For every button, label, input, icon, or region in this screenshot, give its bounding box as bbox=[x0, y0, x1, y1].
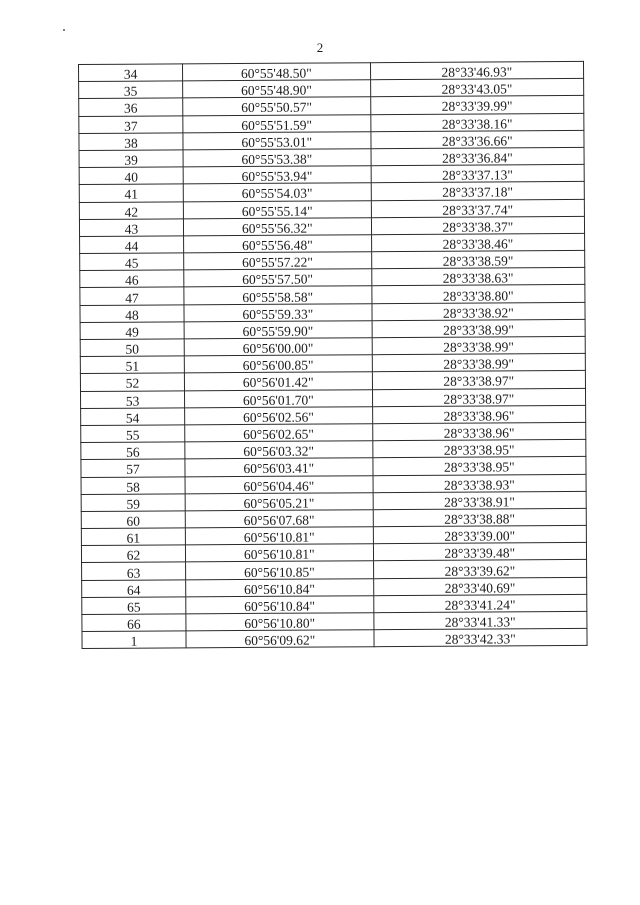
latitude-cell: 60°56'02.56" bbox=[185, 406, 373, 424]
latitude-cell: 60°55'48.50" bbox=[182, 63, 370, 81]
latitude-cell: 60°55'53.38" bbox=[183, 149, 371, 167]
longitude-cell: 28°33'38.92" bbox=[372, 302, 585, 320]
table-row bbox=[79, 182, 584, 202]
latitude-cell: 60°56'01.70" bbox=[184, 389, 372, 407]
point-number-cell: 42 bbox=[79, 201, 183, 219]
coordinates-table-body bbox=[79, 61, 588, 648]
latitude-cell: 60°55'59.90" bbox=[184, 321, 372, 339]
latitude-cell: 60°55'50.57" bbox=[183, 97, 371, 115]
point-number-cell: 34 bbox=[79, 64, 183, 82]
point-number-cell: 52 bbox=[80, 373, 184, 391]
longitude-cell: 28°33'43.05" bbox=[370, 79, 583, 97]
table-row bbox=[79, 165, 584, 185]
point-number-cell: 38 bbox=[79, 133, 183, 151]
longitude-cell: 28°33'36.66" bbox=[371, 130, 584, 148]
point-number-cell: 47 bbox=[80, 287, 184, 305]
point-number-cell: 1 bbox=[82, 631, 186, 649]
point-number-cell: 48 bbox=[80, 304, 184, 322]
table-row bbox=[79, 147, 584, 167]
point-number-cell: 55 bbox=[81, 425, 185, 443]
point-number-cell: 36 bbox=[79, 98, 183, 116]
longitude-cell: 28°33'38.97" bbox=[372, 388, 585, 406]
point-number-cell: 37 bbox=[79, 115, 183, 133]
latitude-cell: 60°56'10.84" bbox=[186, 578, 374, 596]
table-row bbox=[79, 96, 584, 116]
table-row bbox=[80, 302, 585, 322]
latitude-cell: 60°55'57.22" bbox=[184, 252, 372, 270]
table-row bbox=[82, 560, 587, 580]
table-row bbox=[80, 371, 585, 391]
table-row bbox=[82, 629, 587, 649]
table-row bbox=[79, 113, 584, 133]
point-number-cell: 64 bbox=[82, 579, 186, 597]
latitude-cell: 60°56'01.42" bbox=[184, 372, 372, 390]
longitude-cell: 28°33'42.33" bbox=[374, 629, 587, 647]
latitude-cell: 60°56'04.46" bbox=[185, 475, 373, 493]
longitude-cell: 28°33'41.24" bbox=[373, 594, 586, 612]
point-number-cell: 61 bbox=[81, 528, 185, 546]
longitude-cell: 28°33'38.63" bbox=[371, 268, 584, 286]
longitude-cell: 28°33'46.93" bbox=[370, 61, 583, 79]
latitude-cell: 60°56'09.62" bbox=[186, 630, 374, 648]
point-number-cell: 59 bbox=[81, 494, 185, 512]
point-number-cell: 44 bbox=[80, 236, 184, 254]
longitude-cell: 28°33'38.95" bbox=[372, 440, 585, 458]
point-number-cell: 43 bbox=[79, 219, 183, 237]
point-number-cell: 51 bbox=[80, 356, 184, 374]
longitude-cell: 28°33'38.37" bbox=[371, 216, 584, 234]
point-number-cell: 62 bbox=[81, 545, 185, 563]
latitude-cell: 60°56'00.85" bbox=[184, 355, 372, 373]
point-number-cell: 39 bbox=[79, 150, 183, 168]
longitude-cell: 28°33'39.99" bbox=[370, 96, 583, 114]
scan-speck bbox=[63, 29, 65, 31]
point-number-cell: 45 bbox=[80, 253, 184, 271]
table-row bbox=[82, 611, 587, 631]
point-number-cell: 63 bbox=[82, 562, 186, 580]
table-row bbox=[79, 199, 584, 219]
latitude-cell: 60°55'55.14" bbox=[183, 200, 371, 218]
table-row bbox=[79, 216, 584, 236]
longitude-cell: 28°33'38.93" bbox=[373, 474, 586, 492]
table-row bbox=[80, 354, 585, 374]
point-number-cell: 35 bbox=[79, 81, 183, 99]
point-number-cell: 56 bbox=[81, 442, 185, 460]
point-number-cell: 57 bbox=[81, 459, 185, 477]
longitude-cell: 28°33'38.46" bbox=[371, 233, 584, 251]
latitude-cell: 60°56'10.80" bbox=[186, 613, 374, 631]
longitude-cell: 28°33'38.16" bbox=[370, 113, 583, 131]
point-number-cell: 65 bbox=[82, 597, 186, 615]
table-row bbox=[80, 388, 585, 408]
table-row bbox=[80, 268, 585, 288]
latitude-cell: 60°56'07.68" bbox=[185, 510, 373, 528]
latitude-cell: 60°55'53.94" bbox=[183, 166, 371, 184]
longitude-cell: 28°33'38.59" bbox=[371, 250, 584, 268]
longitude-cell: 28°33'38.99" bbox=[372, 354, 585, 372]
longitude-cell: 28°33'41.33" bbox=[373, 611, 586, 629]
point-number-cell: 49 bbox=[80, 322, 184, 340]
latitude-cell: 60°56'10.85" bbox=[186, 561, 374, 579]
point-number-cell: 54 bbox=[81, 408, 185, 426]
latitude-cell: 60°56'10.81" bbox=[185, 544, 373, 562]
longitude-cell: 28°33'38.96" bbox=[372, 422, 585, 440]
latitude-cell: 60°55'51.59" bbox=[183, 114, 371, 132]
latitude-cell: 60°55'59.33" bbox=[184, 303, 372, 321]
page-number: 2 bbox=[316, 40, 324, 55]
latitude-cell: 60°55'54.03" bbox=[183, 183, 371, 201]
longitude-cell: 28°33'37.74" bbox=[371, 199, 584, 217]
point-number-cell: 66 bbox=[82, 614, 186, 632]
longitude-cell: 28°33'39.00" bbox=[373, 525, 586, 543]
latitude-cell: 60°55'53.01" bbox=[183, 131, 371, 149]
longitude-cell: 28°33'37.13" bbox=[371, 165, 584, 183]
table-row bbox=[80, 336, 585, 356]
point-number-cell: 60 bbox=[81, 511, 185, 529]
longitude-cell: 28°33'38.88" bbox=[373, 508, 586, 526]
latitude-cell: 60°56'03.32" bbox=[185, 441, 373, 459]
table-row bbox=[82, 577, 587, 597]
longitude-cell: 28°33'38.91" bbox=[373, 491, 586, 509]
longitude-cell: 28°33'38.99" bbox=[372, 336, 585, 354]
latitude-cell: 60°55'58.58" bbox=[184, 286, 372, 304]
longitude-cell: 28°33'38.97" bbox=[372, 371, 585, 389]
longitude-cell: 28°33'38.96" bbox=[372, 405, 585, 423]
point-number-cell: 41 bbox=[79, 184, 183, 202]
table-row bbox=[81, 440, 586, 460]
table-row bbox=[82, 594, 587, 614]
point-number-cell: 50 bbox=[80, 339, 184, 357]
table-row bbox=[81, 525, 586, 545]
latitude-cell: 60°56'03.41" bbox=[185, 458, 373, 476]
table-row bbox=[79, 61, 584, 81]
table-row bbox=[81, 422, 586, 442]
table-row bbox=[79, 79, 584, 99]
point-number-cell: 46 bbox=[80, 270, 184, 288]
longitude-cell: 28°33'40.69" bbox=[373, 577, 586, 595]
table-row bbox=[80, 285, 585, 305]
table-row bbox=[81, 491, 586, 511]
longitude-cell: 28°33'36.84" bbox=[371, 147, 584, 165]
latitude-cell: 60°55'48.90" bbox=[183, 80, 371, 98]
latitude-cell: 60°55'56.48" bbox=[184, 235, 372, 253]
table-row bbox=[79, 130, 584, 150]
point-number-cell: 40 bbox=[79, 167, 183, 185]
latitude-cell: 60°56'05.21" bbox=[185, 492, 373, 510]
longitude-cell: 28°33'39.62" bbox=[373, 560, 586, 578]
point-number-cell: 58 bbox=[81, 476, 185, 494]
latitude-cell: 60°55'57.50" bbox=[184, 269, 372, 287]
table-row bbox=[80, 250, 585, 270]
latitude-cell: 60°56'02.65" bbox=[185, 424, 373, 442]
longitude-cell: 28°33'38.99" bbox=[372, 319, 585, 337]
longitude-cell: 28°33'39.48" bbox=[373, 543, 586, 561]
table-row bbox=[81, 508, 586, 528]
table-row bbox=[81, 457, 586, 477]
latitude-cell: 60°55'56.32" bbox=[183, 217, 371, 235]
table-row bbox=[81, 405, 586, 425]
longitude-cell: 28°33'38.95" bbox=[373, 457, 586, 475]
point-number-cell: 53 bbox=[80, 390, 184, 408]
table-row bbox=[81, 474, 586, 494]
table-row bbox=[80, 233, 585, 253]
coordinates-table bbox=[78, 61, 588, 649]
table-row bbox=[81, 543, 586, 563]
latitude-cell: 60°56'10.84" bbox=[186, 596, 374, 614]
latitude-cell: 60°56'10.81" bbox=[185, 527, 373, 545]
latitude-cell: 60°56'00.00" bbox=[184, 338, 372, 356]
longitude-cell: 28°33'37.18" bbox=[371, 182, 584, 200]
table-row bbox=[80, 319, 585, 339]
longitude-cell: 28°33'38.80" bbox=[371, 285, 584, 303]
